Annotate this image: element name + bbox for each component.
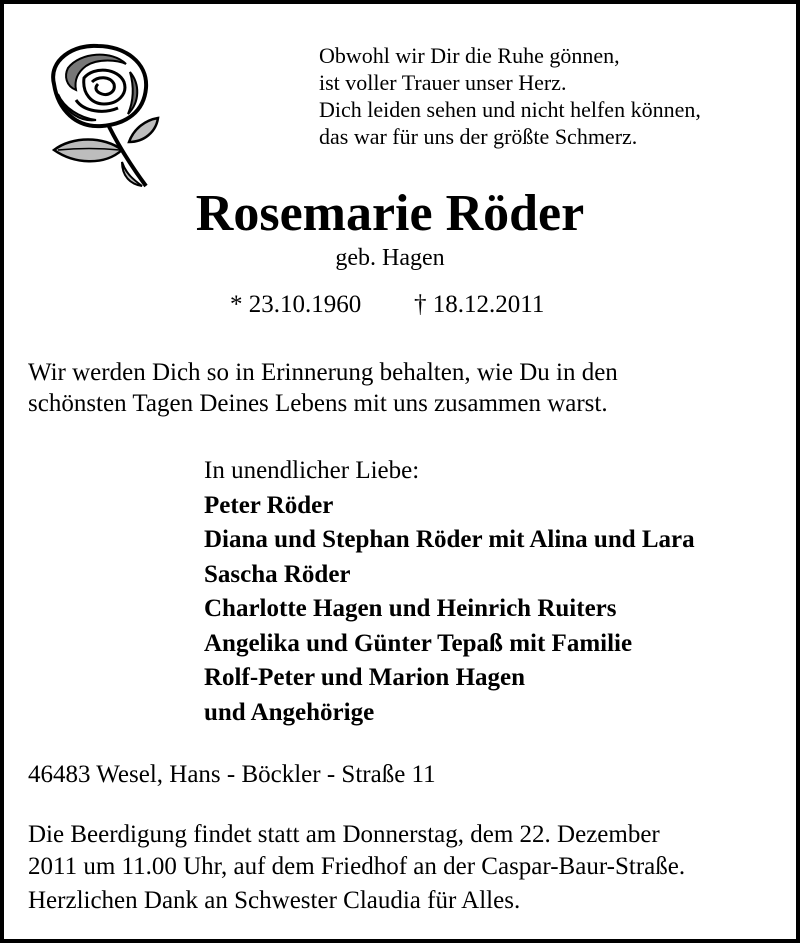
family-intro: In unendlicher Liebe: <box>204 457 420 484</box>
address: 46483 Wesel, Hans - Böckler - Straße 11 <box>28 761 436 788</box>
poem-line: Dich leiden sehen und nicht helfen können, <box>319 97 701 122</box>
poem-line: Obwohl wir Dir die Ruhe gönnen, <box>319 43 620 68</box>
family-member: Peter Röder <box>204 491 334 519</box>
maiden-name: geb. Hagen <box>335 245 445 271</box>
deceased-name: Rosemarie Röder <box>195 185 585 242</box>
family-member: Sascha Röder <box>204 560 351 588</box>
family-list <box>204 454 695 730</box>
funeral-line: Die Beerdigung findet statt am Donnerstag, dem 22. Dezember <box>28 821 660 848</box>
memory-text <box>28 357 618 419</box>
death-date: † 18.12.2011 <box>414 291 545 318</box>
thanks-note: Herzlichen Dank an Schwester Claudia für Alles. <box>28 887 521 914</box>
memory-line: Wir werden Dich so in Erinnerung behalten, wie Du in den <box>28 359 618 386</box>
family-member: Diana und Stephan Röder mit Alina und Lara <box>204 526 695 553</box>
poem-line: das war für uns der größte Schmerz. <box>319 124 638 149</box>
funeral-info <box>28 819 685 883</box>
family-member: Angelika und Günter Tepaß mit Familie <box>204 629 633 657</box>
rose-icon <box>34 38 164 188</box>
birth-date: * 23.10.1960 <box>230 291 362 318</box>
poem-line: ist voller Trauer unser Herz. <box>319 70 567 95</box>
poem <box>319 42 701 150</box>
funeral-line: 2011 um 11.00 Uhr, auf dem Friedhof an der Caspar-Baur-Straße. <box>28 853 686 880</box>
family-member: Charlotte Hagen und Heinrich Ruiters <box>204 595 617 622</box>
memory-line: schönsten Tagen Deines Lebens mit uns zusammen warst. <box>28 390 608 417</box>
family-member: und Angehörige <box>204 698 375 726</box>
family-member: Rolf-Peter und Marion Hagen <box>204 664 526 691</box>
